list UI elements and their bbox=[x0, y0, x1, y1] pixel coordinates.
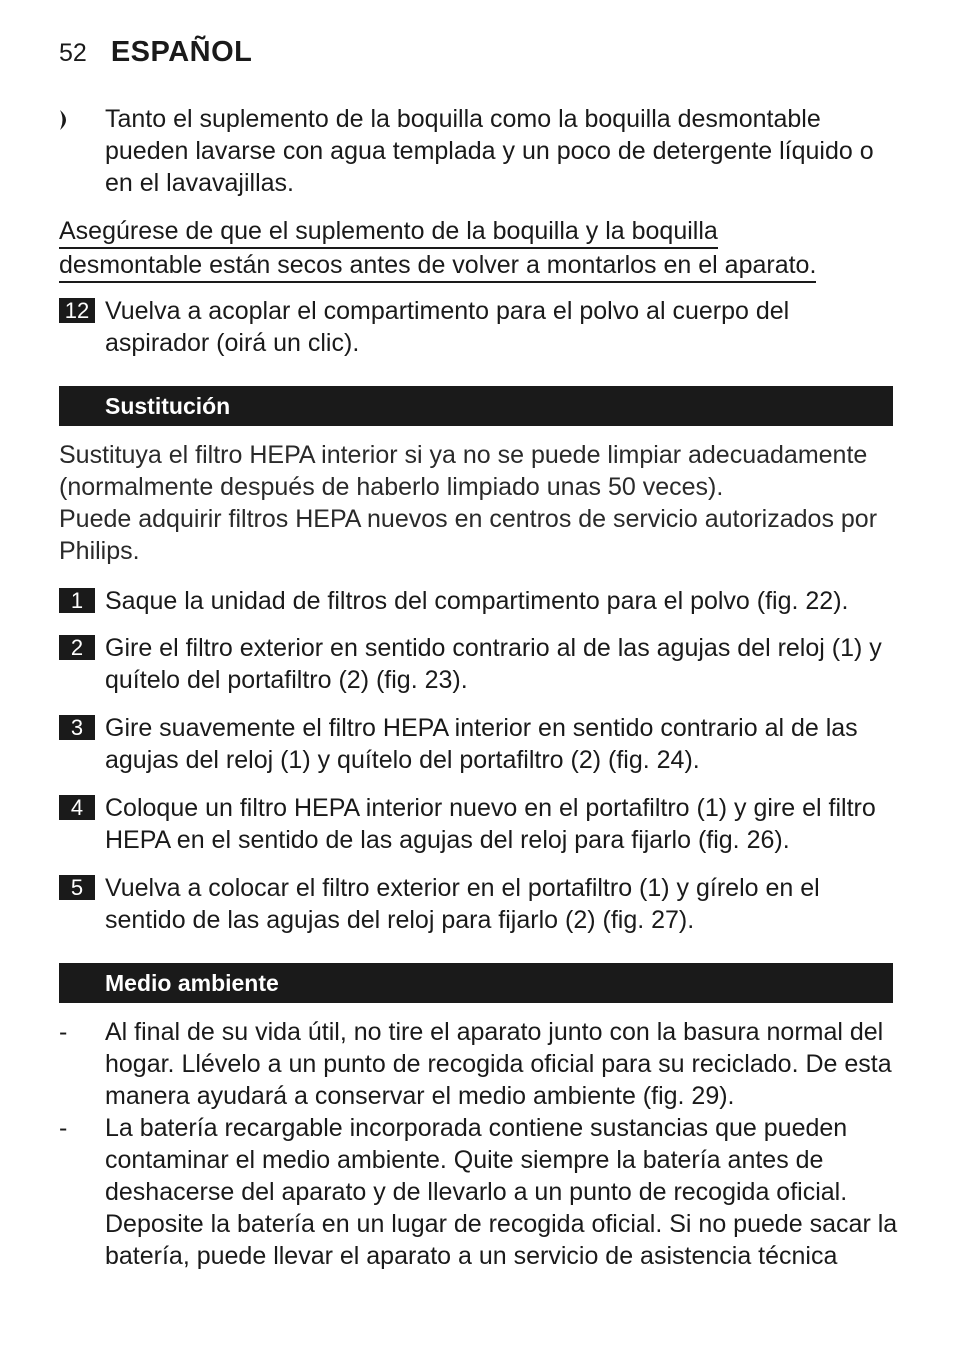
dash-marker: - bbox=[59, 1018, 68, 1046]
warning-line-1: Asegúrese de que el suplemento de la boquilla y la boquilla bbox=[59, 216, 718, 249]
intro-bullet-text: Tanto el suplemento de la boquilla como la boquilla desmontable pueden lavarse con agua templada y un poco de detergente líquido o en el lavavajillas. bbox=[105, 105, 874, 197]
language-heading: ESPAÑOL bbox=[110, 36, 253, 68]
step-number-badge: 4 bbox=[59, 795, 95, 820]
dash-marker: - bbox=[59, 1114, 68, 1142]
page-number: 52 bbox=[59, 39, 87, 67]
paragraph bbox=[59, 439, 899, 567]
step-5 bbox=[59, 872, 899, 936]
step-number-badge: 5 bbox=[59, 875, 95, 900]
step-text: Coloque un filtro HEPA interior nuevo en el portafiltro (1) y gire el filtro HEPA en el sentido de las agujas del reloj para fijarlo (fig. 26). bbox=[105, 794, 876, 854]
paragraph-text: Sustituya el filtro HEPA interior si ya no se puede limpiar adecuadamente (normalmente después de haberlo limpiado unas 50 veces). bbox=[59, 441, 868, 501]
bullet-arrow-icon bbox=[59, 103, 105, 199]
list-item-text: La batería recargable incorporada contiene sustancias que pueden contaminar el medio ambiente. Quite siempre la batería antes de deshacerse del aparato y de llevarlo a un punto de recogida oficial. Deposite la batería en un lugar de recogida oficial. Si no puede sacar la batería, puede llevar el aparato a un servicio de asistencia técnica bbox=[105, 1114, 898, 1270]
step-text: Gire suavemente el filtro HEPA interior en sentido contrario al de las agujas del reloj (1) y quítelo del portafiltro (2) (fig. 24). bbox=[105, 714, 858, 774]
step-text: Gire el filtro exterior en sentido contrario al de las agujas del reloj (1) y quítelo del portafiltro (2) (fig. 23). bbox=[105, 634, 882, 694]
step-3 bbox=[59, 712, 899, 776]
intro-bullet bbox=[59, 103, 899, 199]
list-item bbox=[59, 1112, 899, 1272]
list-item bbox=[59, 1016, 899, 1112]
page-header bbox=[59, 36, 252, 69]
step-number-badge: 3 bbox=[59, 715, 95, 740]
section-heading-medio-ambiente: Medio ambiente bbox=[59, 963, 893, 1003]
step-1 bbox=[59, 585, 899, 617]
step-text: Vuelva a acoplar el compartimento para el polvo al cuerpo del aspirador (oirá un clic). bbox=[105, 297, 790, 357]
paragraph-text: Puede adquirir filtros HEPA nuevos en centros de servicio autorizados por Philips. bbox=[59, 505, 878, 565]
warning-note bbox=[59, 215, 859, 283]
step-12 bbox=[59, 295, 899, 359]
step-text: Vuelva a colocar el filtro exterior en el portafiltro (1) y gírelo en el sentido de las agujas del reloj para fijarlo (2) (fig. 27). bbox=[105, 874, 820, 934]
step-2 bbox=[59, 632, 899, 696]
section-heading-sustitucion: Sustitución bbox=[59, 386, 893, 426]
step-4 bbox=[59, 792, 899, 856]
step-text: Saque la unidad de filtros del compartimento para el polvo (fig. 22). bbox=[105, 587, 849, 615]
step-number-badge: 12 bbox=[59, 298, 95, 323]
step-number-badge: 1 bbox=[59, 588, 95, 613]
warning-line-2: desmontable están secos antes de volver a montarlos en el aparato. bbox=[59, 250, 816, 283]
list-item-text: Al final de su vida útil, no tire el aparato junto con la basura normal del hogar. Llévelo a un punto de recogida oficial para su reciclado. De esta manera ayudará a conservar el medio ambiente (fig. 29). bbox=[105, 1018, 892, 1110]
step-number-badge: 2 bbox=[59, 635, 95, 660]
